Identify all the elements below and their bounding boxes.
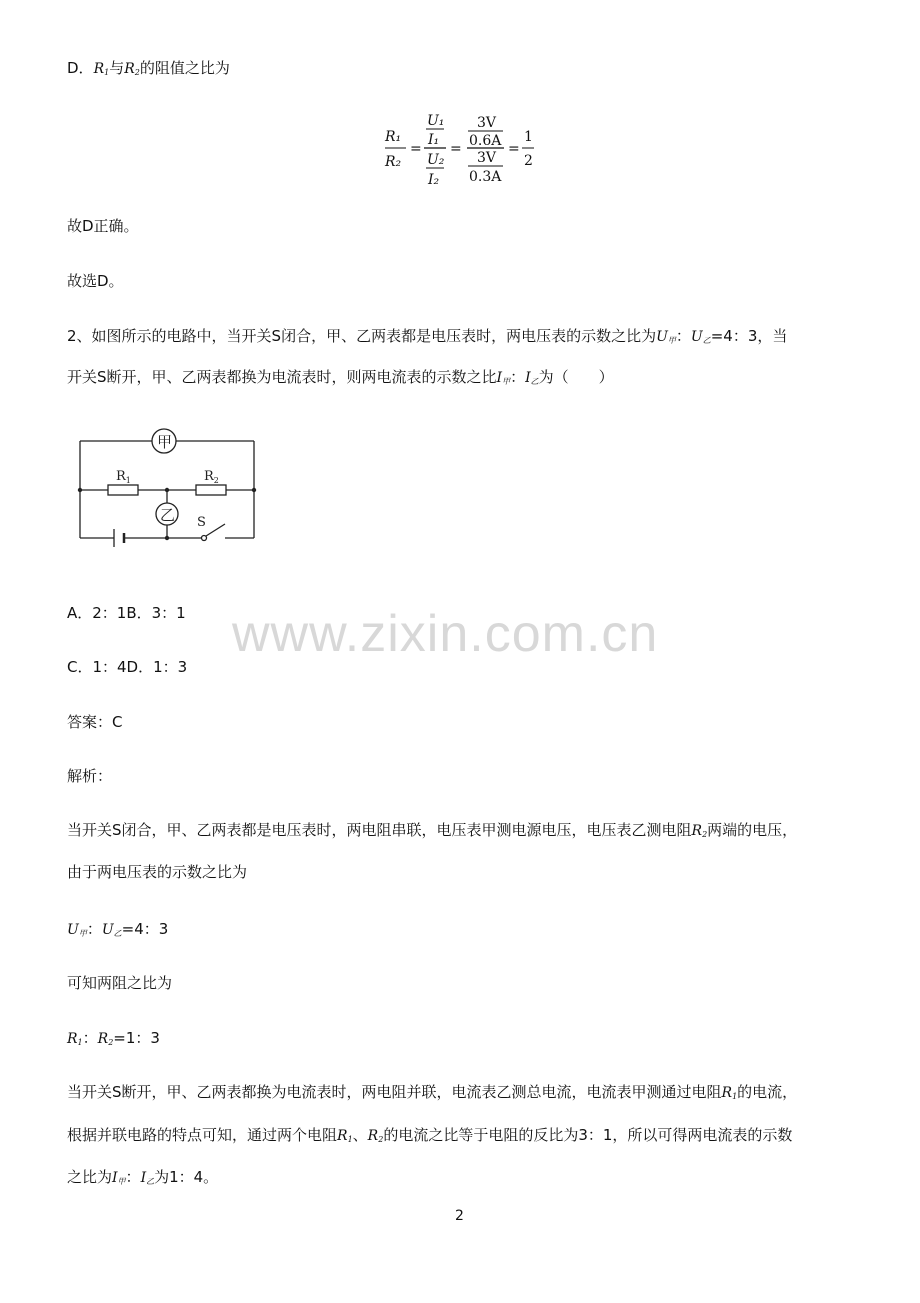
r1-subscript: 1 [347,1135,353,1144]
r1-subscript: 1 [732,1092,738,1101]
r2-subscript: 2 [702,830,708,839]
conclusion-d: 故D正确。 [67,217,139,235]
analysis-text: 当开关S断开，甲、乙两表都换为电流表时，两电阻并联，电流表乙测总电流，电流表甲测通过电阻 [67,1083,722,1101]
r2-label: $R_2$ [204,469,219,485]
colon: ： [510,368,526,386]
watermark: www.zixin.com.cn [232,605,659,663]
formula-result-num: 1 [524,129,533,145]
analysis-text: 的电流， [737,1083,798,1101]
resistor-r1 [108,485,138,495]
meter-jia-label: 甲 [157,433,173,451]
voltage-ratio [67,919,168,944]
formula-result-den: 2 [524,153,533,169]
yi-subscript: 乙 [113,929,122,938]
known-resistance-ratio: 可知两阻之比为 [67,974,173,992]
jia-subscript: 甲 [502,377,511,386]
analysis-para-2-line-2 [67,1125,792,1150]
answer: 答案：C [67,713,123,731]
r1-symbol: R [721,1085,733,1101]
formula-3v-top: 3V [477,115,497,131]
switch-pivot [202,536,207,541]
resistance-ratio [67,1028,160,1053]
analysis-text: 两端的电压， [707,821,798,839]
r2-subscript: 2 [134,68,140,77]
r1-symbol: R [93,61,105,77]
switch-label: S [197,515,206,530]
i-symbol: I [140,1170,147,1186]
u-symbol: U [690,329,703,345]
colon: ： [125,1168,141,1186]
formula-equals-1: = [410,141,422,157]
analysis-para-1-line-2: 由于两电压表的示数之比为 [67,863,248,881]
formula-0-3a: 0.3A [469,169,502,185]
jia-subscript: 甲 [78,929,87,938]
formula-0-6a: 0.6A [469,133,502,149]
analysis-para-2-line-3 [67,1167,218,1192]
formula-i1: I₁ [428,132,440,148]
colon: ： [675,327,691,345]
r2-subscript: 2 [378,1135,384,1144]
junction-dot [165,488,169,492]
formula-r2: R₂ [385,154,402,170]
jia-subscript: 甲 [667,336,676,345]
switch-blade [206,524,225,536]
junction-dot [78,488,82,492]
analysis-para-1-line-1 [67,820,797,845]
u-symbol: U [101,922,114,938]
yi-subscript: 乙 [530,377,539,386]
r1-symbol: R [337,1128,348,1144]
junction-dot [252,488,256,492]
separator: 、 [352,1126,368,1144]
yi-subscript: 乙 [702,336,711,345]
r1-symbol: R [67,1031,78,1047]
i-symbol: I [496,370,503,386]
u-symbol: U [656,329,668,345]
r2-symbol: R [124,61,135,77]
formula-u1: U₁ [427,113,445,129]
colon: ： [82,1029,98,1047]
analysis-text: 之比为 [67,1168,113,1186]
ratio-value: =1：3 [113,1029,160,1047]
analysis-para-2-line-1 [67,1082,797,1107]
question-2-line-1 [67,326,787,351]
option-d-line [67,58,230,83]
analysis-heading: 解析： [67,767,113,785]
formula-i2: I₂ [428,172,440,188]
page-number: 2 [455,1208,464,1224]
u-symbol: U [67,922,79,938]
options-c-d: C．1：4D．1：3 [67,658,188,676]
i-symbol: I [112,1170,118,1186]
question-2-text: 开关S断开，甲、乙两表都换为电流表时，则两电流表的示数之比 [67,368,497,386]
analysis-text: 当开关S闭合，甲、乙两表都是电压表时，两电阻串联，电压表甲测电源电压，电压表乙测电阻 [67,821,692,839]
formula-u2: U₂ [427,152,445,168]
meter-yi-label: 乙 [160,506,176,524]
formula-equals-3: = [508,141,520,157]
formula-equals-2: = [450,141,462,157]
resistor-r2 [196,485,226,495]
r2-symbol: R [367,1128,379,1144]
choose-d: 故选D。 [67,272,124,290]
analysis-text: 根据并联电路的特点可知，通过两个电阻 [67,1126,338,1144]
junction-dot [165,536,169,540]
question-2-text: 2、如图所示的电路中，当开关S闭合，甲、乙两表都是电压表时，两电压表的示数之比为 [67,327,657,345]
colon: ： [86,920,102,938]
connector-text: 与 [109,59,125,77]
r2-symbol: R [97,1031,109,1047]
r2-symbol: R [691,823,703,839]
question-2-text: 为（ ） [538,368,614,386]
formula-r1: R₁ [385,129,402,145]
analysis-text: 为1：4。 [154,1168,219,1186]
yi-subscript: 乙 [146,1177,155,1186]
r2-subscript: 2 [108,1038,114,1047]
options-a-b: A．2：1B．3：1 [67,604,186,622]
r1-subscript: 1 [77,1038,83,1047]
circuit-diagram [74,426,264,560]
formula-3v-bottom: 3V [477,150,497,166]
question-2-text: =4：3，当 [710,327,788,345]
option-d-label: D． [67,59,94,77]
i-symbol: I [525,370,531,386]
resistance-ratio-formula [383,110,543,190]
question-2-line-2 [67,367,614,392]
option-d-text: 的阻值之比为 [139,59,230,77]
ratio-value: =4：3 [121,920,169,938]
jia-subscript: 甲 [117,1177,126,1186]
r1-label: $R_1$ [116,469,131,485]
r1-subscript: 1 [104,68,110,77]
analysis-text: 的电流之比等于电阻的反比为3：1，所以可得两电流表的示数 [383,1126,793,1144]
